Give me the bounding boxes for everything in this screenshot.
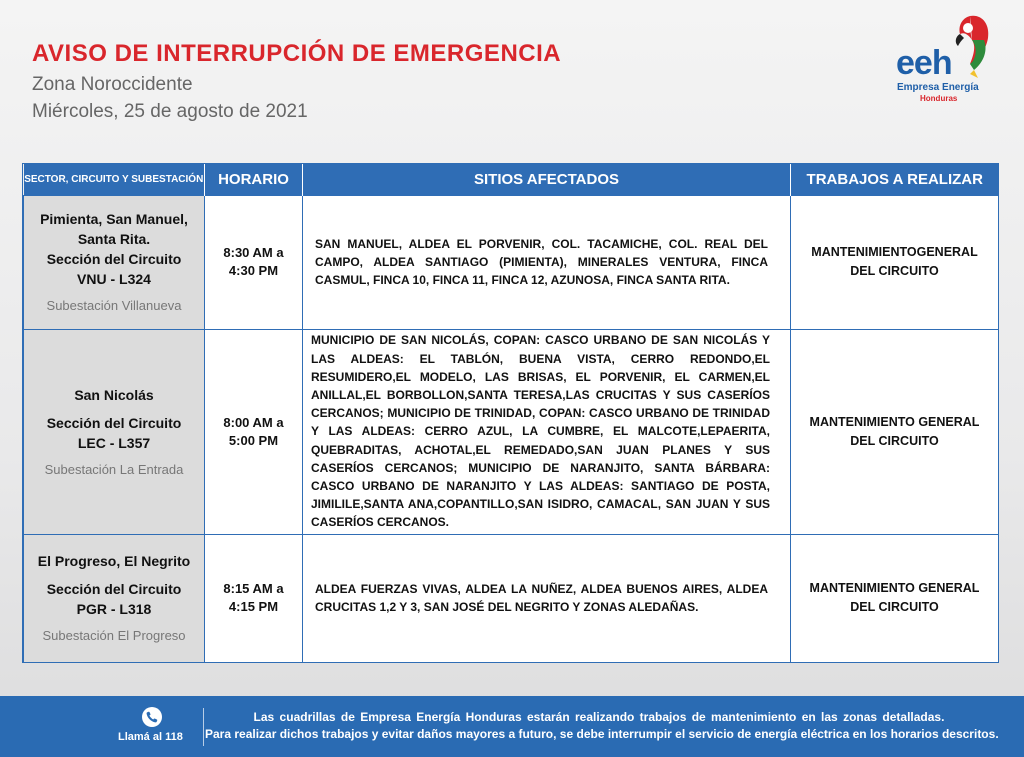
table-row <box>24 534 999 662</box>
table-row <box>24 195 999 329</box>
hours-cell <box>205 534 303 662</box>
footer-notice-line2: Para realizar dichos trabajos y evitar daños mayores a futuro, se debe interrumpir el servicio de energía eléctrica en los horarios descritos. <box>205 727 999 741</box>
sites-cell: ALDEA FUERZAS VIVAS, ALDEA LA NUÑEZ, ALDEA BUENOS AIRES, ALDEA CRUCITAS 1,2 Y 3, SAN JOSÉ DEL NEGRITO Y ZONAS ALEDAÑAS. <box>303 534 791 662</box>
circuit-code: VNU - L324 <box>77 271 151 287</box>
works-line: MANTENIMIENTO GENERAL <box>809 414 980 429</box>
works-cell <box>791 534 999 662</box>
circuit-line: Sección del Circuito <box>46 251 182 267</box>
sector-line: Santa Rita. <box>77 231 151 247</box>
phone-icon[interactable] <box>142 707 162 727</box>
header-works: TRABAJOS A REALIZAR <box>791 164 999 195</box>
hours-end: 4:15 PM <box>228 599 279 614</box>
table-header-row <box>24 164 999 195</box>
header-hours: HORARIO <box>205 164 303 195</box>
substation-name: Subestación La Entrada <box>44 461 184 477</box>
works-line: DEL CIRCUITO <box>850 600 939 614</box>
hours-end: 5:00 PM <box>228 432 279 448</box>
works-line: MANTENIMIENTOGENERAL <box>811 245 978 259</box>
call-118-label[interactable]: Llamá al 118 <box>118 731 183 743</box>
macaw-logo-icon <box>948 10 992 80</box>
sector-cell <box>24 534 205 662</box>
circuit-name <box>32 413 196 453</box>
table-row <box>24 329 999 534</box>
works-line: DEL CIRCUITO <box>850 264 939 278</box>
interruption-table <box>22 163 999 663</box>
hours-end: 4:30 PM <box>228 263 279 278</box>
works-cell <box>791 195 999 329</box>
sector-cell <box>24 329 205 534</box>
works-line: MANTENIMIENTO GENERAL <box>809 581 980 595</box>
sites-cell: MUNICIPIO DE SAN NICOLÁS, COPAN: CASCO URBANO DE SAN NICOLÁS Y LAS ALDEAS: EL TABLÓN, BUENA VISTA, CERRO REDONDO,EL RESUMIDERO,EL MODELO, LAS BRISAS, EL PORVENIR, EL CARMEN,EL ANILLAL,EL BORBOLLON,SANTA TERESA,LAS CRUCITAS Y SUS CASERÍOS CERCANOS; MUNICIPIO DE TRINIDAD, COPAN: CASCO URBANO DE TRINIDAD Y LAS ALDEAS: CERRO AZUL, LA CUMBRE, EL MALCOTE,LEPAERITA, QUEBRADITAS, ACHOTAL,EL REMEDADO,SAN JUAN PLANES Y SUS CASERÍOS CERCANOS; MUNICIPIO DE NARANJITO, SANTA BÁRBARA: CASCO URBANO DE NARANJITO Y LAS ALDEAS: SANTIAGO DE POSTA, JIMILILE,SANTA ANA,COPANTILLO,SAN ISIDRO, CAMACAL, SAN JUAN Y SUS CASERÍOS CERCANOS. <box>303 329 791 534</box>
sector-cell <box>24 195 205 329</box>
header-sites: SITIOS AFECTADOS <box>303 164 791 195</box>
eeh-logo <box>888 10 998 110</box>
logo-company-name: Empresa Energía <box>897 82 979 93</box>
logo-country: Honduras <box>920 94 958 103</box>
zone-label: Zona Noroccidente <box>32 74 193 95</box>
works-line: DEL CIRCUITO <box>850 433 939 448</box>
substation-name: Subestación El Progreso <box>42 628 186 643</box>
footer-divider <box>203 708 204 746</box>
circuit-name <box>32 249 196 289</box>
footer-notice-line1: Las cuadrillas de Empresa Energía Honduras estarán realizando trabajos de mantenimiento en las zonas detalladas. <box>253 710 945 724</box>
sector-name: San Nicolás <box>74 386 154 403</box>
sector-name <box>32 209 196 249</box>
page-title: AVISO DE INTERRUPCIÓN DE EMERGENCIA <box>32 40 562 67</box>
sector-name: El Progreso, El Negrito <box>37 553 191 569</box>
circuit-line: Sección del Circuito <box>46 581 182 597</box>
works-cell <box>791 329 999 534</box>
substation-name: Subestación Villanueva <box>46 298 182 313</box>
sector-line: Pimienta, San Manuel, <box>40 211 188 227</box>
hours-start: 8:15 AM a <box>223 581 284 596</box>
circuit-line: Sección del Circuito <box>46 414 182 431</box>
hours-cell <box>205 195 303 329</box>
hours-start: 8:30 AM a <box>223 245 284 260</box>
hours-cell <box>205 329 303 534</box>
header-sector: SECTOR, CIRCUITO Y SUBESTACIÓN <box>24 164 205 195</box>
logo-text: eeh <box>896 44 952 82</box>
date-label: Miércoles, 25 de agosto de 2021 <box>32 101 308 122</box>
sites-cell: SAN MANUEL, ALDEA EL PORVENIR, COL. TACAMICHE, COL. REAL DEL CAMPO, ALDEA SANTIAGO (PIMIENTA), MINERALES VENTURA, FINCA CASMUL, FINCA 10, FINCA 11, FINCA 12, AZUNOSA, FINCA SANTA RITA. <box>303 195 791 329</box>
footer-banner <box>0 696 1024 757</box>
circuit-code: PGR - L318 <box>76 601 152 617</box>
hours-start: 8:00 AM a <box>223 414 284 430</box>
circuit-name <box>32 579 196 619</box>
circuit-code: LEC - L357 <box>77 434 151 451</box>
